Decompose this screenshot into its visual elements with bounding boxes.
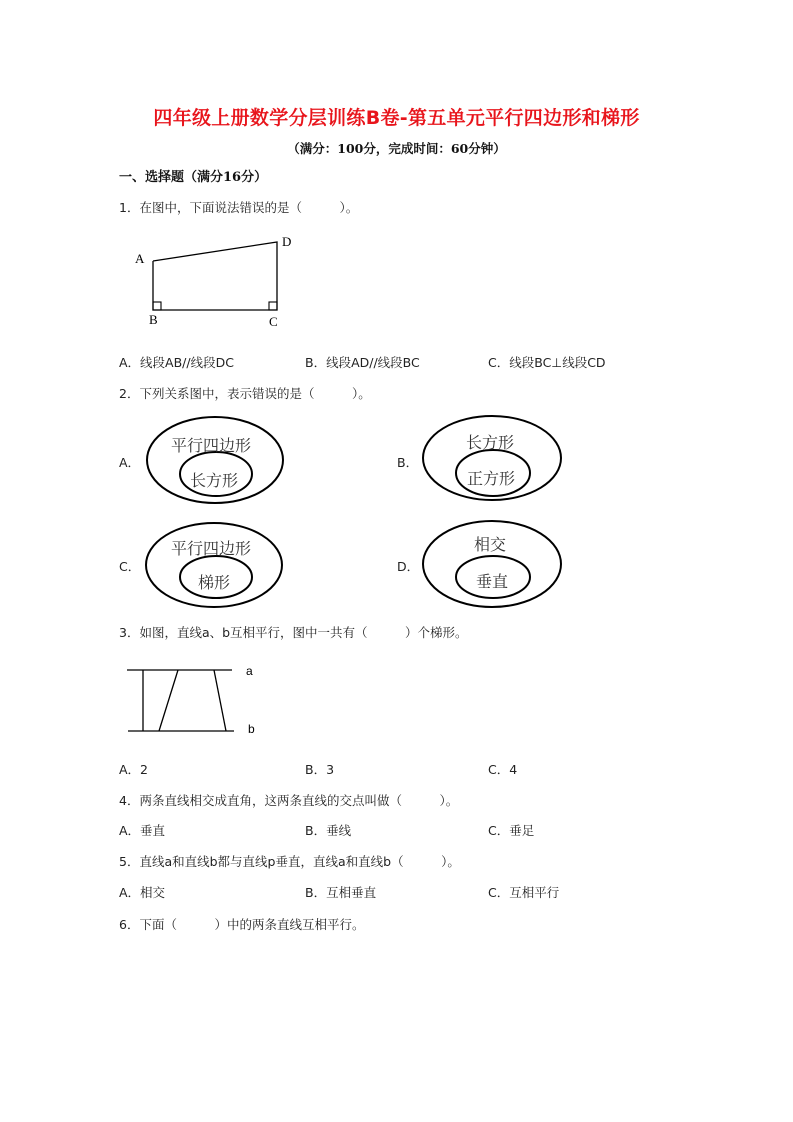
question-5-text: 5．直线a和直线b都与直线p垂直，直线a和直线b（ ）。	[119, 854, 460, 869]
vertex-label-d: D	[282, 234, 292, 249]
vertex-label-a: A	[135, 251, 145, 266]
question-3-option-b[interactable]: B．3	[305, 762, 335, 777]
diagram-c-inner-text: 梯形	[198, 573, 231, 592]
question-4-option-a[interactable]: A．垂直	[119, 823, 166, 838]
diagram-a-outer-text: 平行四边形	[171, 436, 252, 455]
diagram-c-label[interactable]: C．	[119, 559, 141, 574]
question-3-option-a[interactable]: A．2	[119, 762, 149, 777]
question-5-option-c[interactable]: C．互相平行	[488, 885, 560, 900]
question-5-option-b[interactable]: B．互相垂直	[305, 885, 377, 900]
diagram-a-inner-text: 长方形	[190, 471, 239, 490]
question-1-option-b[interactable]: B．线段AD//线段BC	[305, 355, 420, 370]
question-5-option-a[interactable]: A．相交	[119, 885, 166, 900]
diagram-b-label[interactable]: B．	[397, 455, 419, 470]
diagram-a-label[interactable]: A．	[119, 455, 141, 470]
line-label-b: b	[248, 722, 255, 736]
question-1-option-c[interactable]: C．线段BC⊥线段CD	[488, 355, 606, 370]
question-3-option-c[interactable]: C．4	[488, 762, 518, 777]
line-label-a: a	[246, 664, 253, 678]
question-6-text: 6．下面（ ）中的两条直线互相平行。	[119, 917, 365, 932]
question-1-option-a[interactable]: A．线段AB//线段DC	[119, 355, 234, 370]
question-4-option-c[interactable]: C．垂足	[488, 823, 535, 838]
question-2-text: 2．下列关系图中，表示错误的是（ ）。	[119, 386, 371, 401]
diagram-d-outer-text: 相交	[474, 535, 507, 554]
diagram-d-inner-text: 垂直	[476, 572, 509, 591]
section-heading: 一、选择题（满分16分）	[119, 170, 268, 185]
vertex-label-c: C	[269, 314, 278, 329]
document-subtitle: （满分：100分，完成时间：60分钟）	[287, 141, 506, 156]
diagram-d-label[interactable]: D．	[397, 559, 420, 574]
document-title: 四年级上册数学分层训练B卷-第五单元平行四边形和梯形	[153, 107, 640, 129]
diagram-b-inner-text: 正方形	[467, 469, 516, 488]
question-4-text: 4．两条直线相交成直角，这两条直线的交点叫做（ ）。	[119, 793, 459, 808]
question-3-text: 3．如图，直线a、b互相平行，图中一共有（ ）个梯形。	[119, 625, 468, 640]
question-4-option-b[interactable]: B．垂线	[305, 823, 352, 838]
diagram-b-outer-text: 长方形	[466, 433, 515, 452]
question-1-text: 1．在图中，下面说法错误的是（ ）。	[119, 200, 359, 215]
diagram-c-outer-text: 平行四边形	[171, 539, 252, 558]
vertex-label-b: B	[149, 312, 158, 327]
